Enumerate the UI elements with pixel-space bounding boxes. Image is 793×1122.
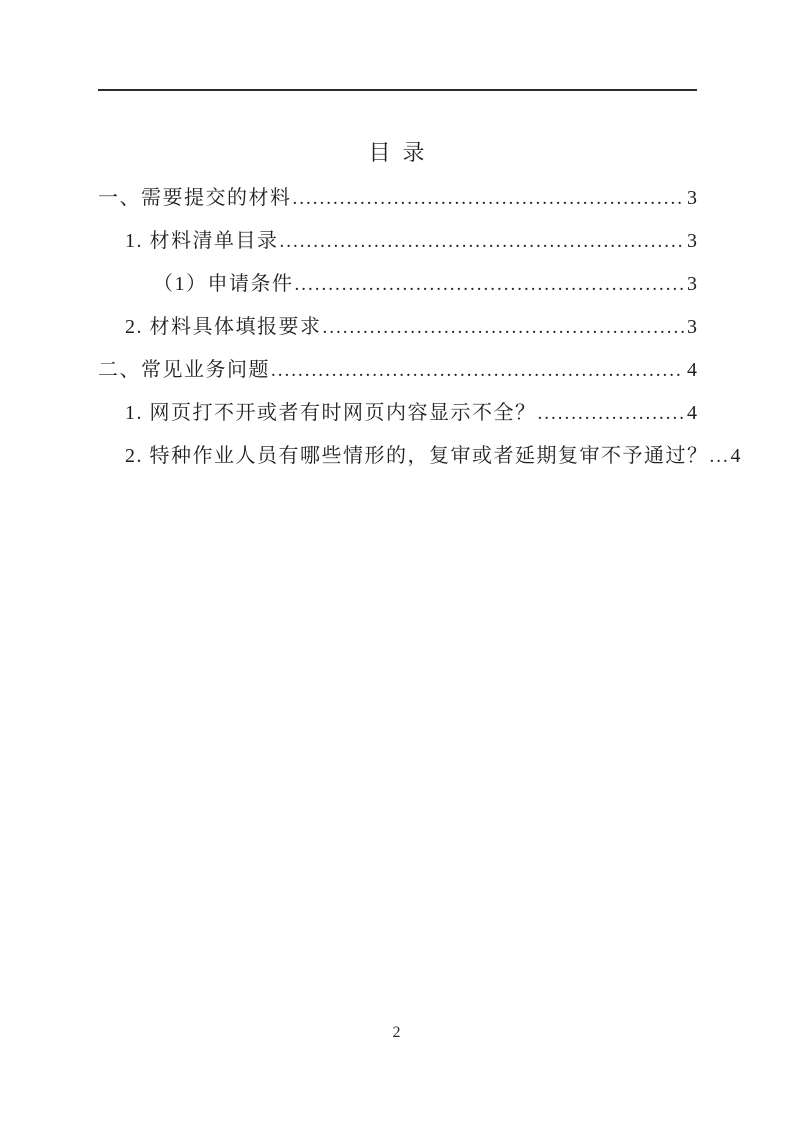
toc-entry-page: 4 (730, 445, 741, 467)
toc-entry-page: 3 (687, 273, 697, 295)
toc-entry[interactable] (98, 187, 697, 210)
toc-entry[interactable] (98, 445, 741, 468)
dot-leader (293, 187, 685, 210)
toc-entry-label: 一、需要提交的材料 (98, 187, 292, 209)
toc-entry-label: 1. 网页打不开或者有时网页内容显示不全？ (125, 402, 537, 424)
toc-entry-page: 3 (687, 187, 697, 209)
toc-list (98, 187, 741, 468)
dot-leader (710, 445, 728, 468)
toc-entry[interactable] (98, 359, 697, 382)
toc-title: 目录 (368, 140, 437, 165)
toc-entry-page: 4 (687, 359, 697, 381)
dot-leader (271, 359, 684, 382)
toc-entry-page: 4 (687, 402, 697, 424)
toc-entry-label: 2. 特种作业人员有哪些情形的，复审或者延期复审不予通过？ (125, 445, 709, 467)
toc-entry[interactable] (98, 230, 697, 253)
dot-leader (295, 273, 685, 296)
toc-entry-page: 3 (687, 230, 697, 252)
toc-entry-label: 二、常见业务问题 (98, 359, 270, 381)
toc-entry[interactable] (98, 273, 697, 296)
toc-entry[interactable] (98, 402, 697, 425)
toc-entry-label: 2. 材料具体填报要求 (125, 316, 322, 338)
header-rule (98, 89, 697, 91)
toc-entry-label: 1. 材料清单目录 (125, 230, 279, 252)
dot-leader (538, 402, 685, 425)
toc-entry-label: （1）申请条件 (153, 273, 294, 295)
toc-entry[interactable] (98, 316, 697, 339)
dot-leader (323, 316, 685, 339)
dot-leader (280, 230, 685, 253)
page-number: 2 (392, 1024, 401, 1041)
toc-entry-page: 3 (687, 316, 697, 338)
